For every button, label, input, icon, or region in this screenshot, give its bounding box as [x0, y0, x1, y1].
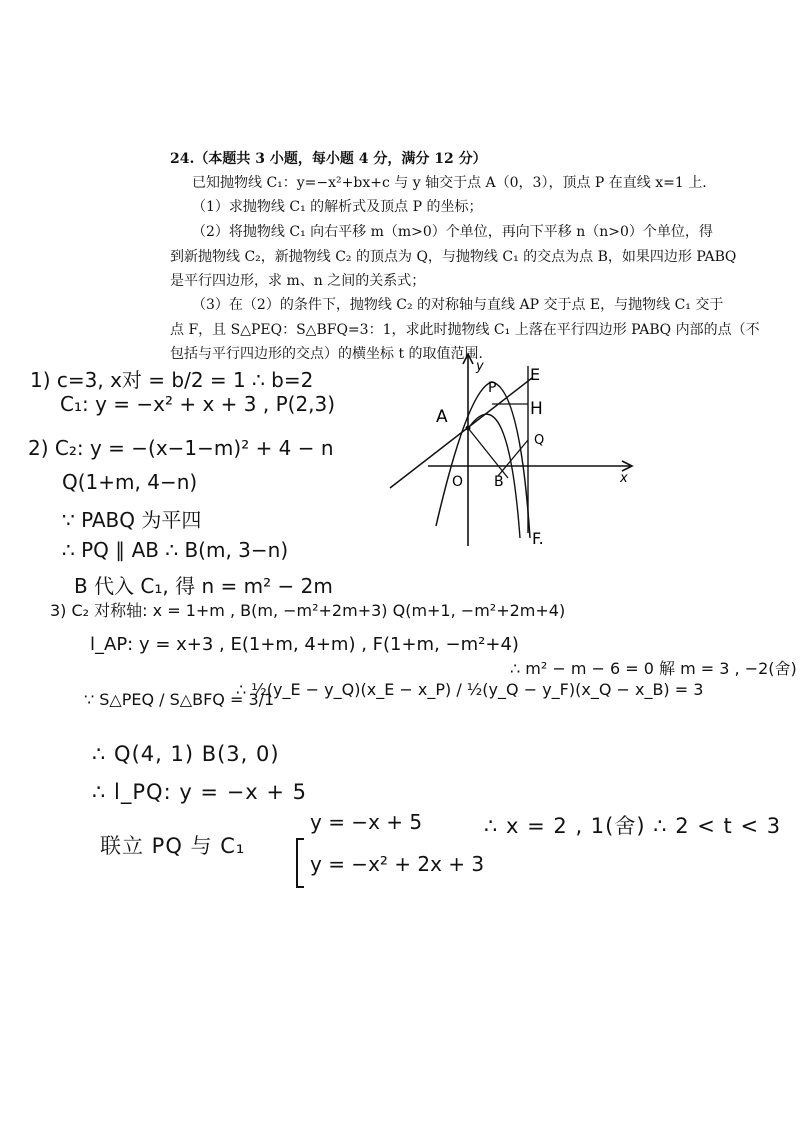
label-h: H [530, 399, 543, 419]
question-2-line-2: 到新抛物线 C₂，新抛物线 C₂ 的顶点为 Q，与抛物线 C₁ 的交点为点 B，如果四边形 PABQ [170, 249, 737, 265]
point-a-dot [466, 426, 471, 431]
origin-label: O [452, 474, 464, 490]
problem-intro: 已知抛物线 C₁：y=−x²+bx+c 与 y 轴交于点 A（0，3），顶点 P 在直线 x=1 上. [192, 175, 707, 191]
x-axis-label: x [620, 471, 628, 486]
hw-part3-area-ratio: ∵ S△PEQ / S△BFQ = 3/1 [84, 690, 275, 709]
hw-part3-line1: 3) C₂ 对称轴: x = 1+m , B(m, −m²+2m+3) Q(m+1, −m²+2m+4) [50, 601, 566, 620]
question-3-line-3: 包括与平行四边形的交点）的横坐标 t 的取值范围. [170, 346, 483, 362]
label-a: A [436, 407, 448, 427]
parabola-c1 [436, 382, 530, 538]
label-b: B [494, 474, 504, 490]
hw-part1-line2: C₁: y = −x² + x + 3 , P(2,3) [60, 392, 336, 416]
label-e: E [530, 365, 541, 384]
hw-part3-line-pq: ∴ l_PQ: y = −x + 5 [92, 780, 308, 804]
hw-part2-line1: 2) C₂: y = −(x−1−m)² + 4 − n [28, 436, 334, 460]
hw-part3-points: ∴ Q(4, 1) B(3, 0) [92, 742, 280, 766]
hw-part3-ratio-expansion: ∴ ½(y_E − y_Q)(x_E − x_P) / ½(y_Q − y_F)(x_Q − x_B) = 3 [236, 680, 704, 699]
question-3-line-2: 点 F，且 S△PEQ：S△BFQ=3：1，求此时抛物线 C₁ 上落在平行四边形 PABQ 内部的点（不 [170, 322, 760, 338]
hw-part3-final-answer: ∴ x = 2 , 1(舍) ∴ 2 < t < 3 [484, 814, 782, 838]
question-3-line-1: （3）在（2）的条件下，抛物线 C₂ 的对称轴与直线 AP 交于点 E，与抛物线 C₁ 交于 [192, 297, 724, 313]
problem-statement [0, 0, 800, 360]
label-q: Q [534, 433, 545, 448]
coordinate-diagram [380, 348, 640, 548]
question-1: （1）求抛物线 C₁ 的解析式及顶点 P 的坐标； [192, 199, 483, 215]
hw-part3-line2: l_AP: y = x+3 , E(1+m, 4+m) , F(1+m, −m²+4) [90, 634, 519, 655]
label-f: F. [532, 529, 544, 548]
hw-part3-system-eq1: y = −x + 5 [310, 810, 423, 834]
question-2-line-3: 是平行四边形，求 m、n 之间的关系式； [170, 273, 426, 289]
hw-part2-line2: Q(1+m, 4−n) [62, 470, 198, 494]
hw-part3-system-label: 联立 PQ 与 C₁ [100, 834, 246, 858]
hw-part2-line4: ∴ PQ ∥ AB ∴ B(m, 3−n) [62, 538, 289, 562]
y-axis-label: y [476, 359, 484, 374]
hw-part2-line3: ∵ PABQ 为平四 [62, 508, 202, 532]
question-2-line-1: （2）将抛物线 C₁ 向右平移 m（m>0）个单位，再向下平移 n（n>0）个单位，得 [192, 224, 713, 240]
hw-part3-system-eq2: y = −x² + 2x + 3 [310, 852, 485, 876]
label-p: P [488, 380, 497, 396]
system-bracket [296, 838, 304, 888]
hw-part3-quadratic: ∴ m² − m − 6 = 0 解 m = 3 , −2(舍) [510, 659, 797, 678]
problem-header: 24.（本题共 3 小题，每小题 4 分，满分 12 分） [170, 151, 487, 167]
hw-part1-line1: 1) c=3, x对 = b/2 = 1 ∴ b=2 [30, 368, 314, 392]
hw-part2-line5: B 代入 C₁, 得 n = m² − 2m [74, 574, 333, 598]
